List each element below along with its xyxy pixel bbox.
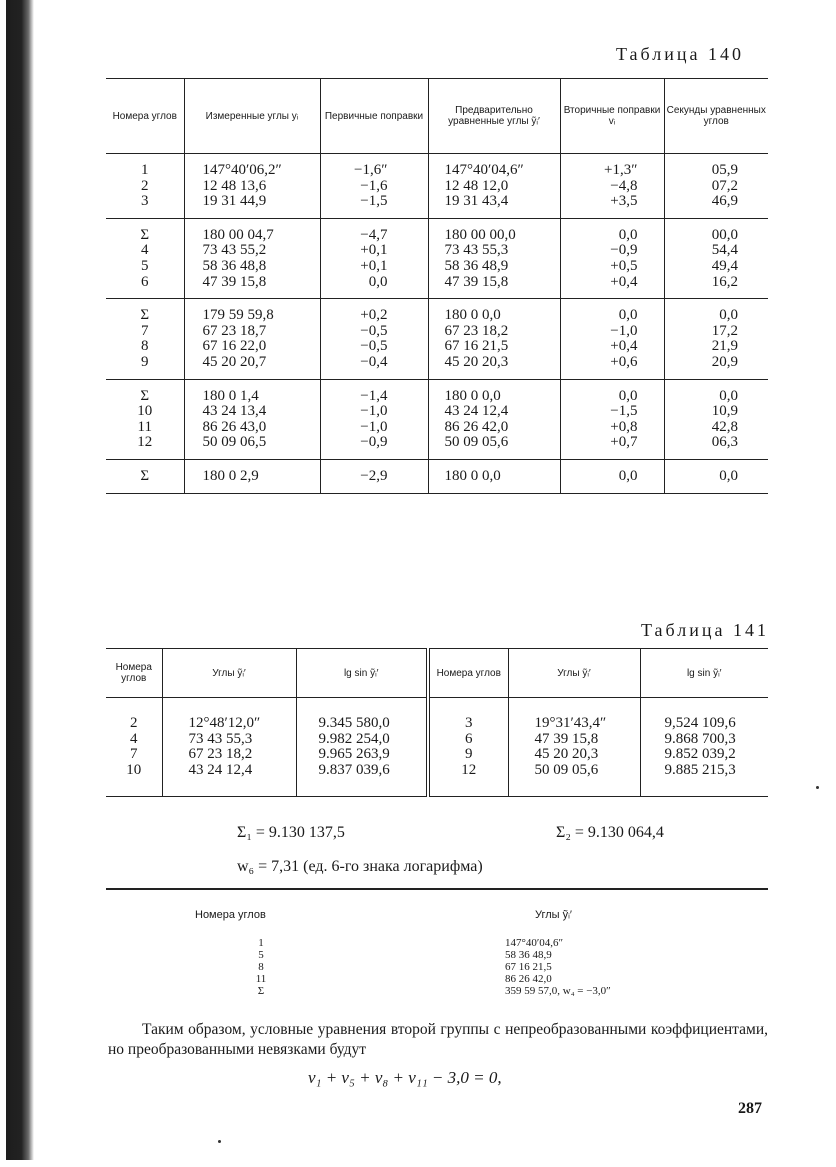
table-140-cell (428, 299, 560, 379)
table-141-value: 47 39 15,8 (534, 730, 599, 747)
table-140-value: 0,0 (719, 467, 738, 484)
table-140-value: 54,4 (711, 242, 738, 259)
table-140-value: 07,2 (711, 177, 738, 194)
table-141-value: 2 (130, 715, 138, 731)
table-140-value: 58 36 48,8 (202, 257, 267, 274)
table-140-value: 00,0 (711, 226, 738, 243)
table-140-cell (106, 459, 184, 493)
table-140-value: 180 00 04,7 (202, 226, 274, 243)
header-secondary-corrections: Вторичные поправки vᵢ (560, 79, 664, 154)
table-140-value: 12 (137, 434, 153, 451)
table-140-cell (560, 299, 664, 379)
table-140-value: 10 (137, 403, 153, 420)
table-140-value: 180 0 1,4 (202, 387, 259, 404)
table-141-value: 9.837 039,6 (318, 761, 390, 778)
table-140-value: 17,2 (711, 322, 738, 339)
table-140-cell (184, 299, 320, 379)
table-140-cell (664, 218, 768, 298)
page-number: 287 (738, 1100, 762, 1117)
table-141-value: 19°31′43,4″ (534, 715, 607, 731)
table-140-value: −1,0 (360, 403, 388, 420)
table-140-cell (106, 379, 184, 459)
table-140-header-row (106, 79, 768, 154)
table-140-value: −1,6 (360, 177, 388, 194)
table-140-value: −1,0 (610, 322, 638, 339)
table-140-value: Σ (140, 307, 150, 324)
small-table-angle-value: 86 26 42,0 (505, 973, 552, 985)
table-141-value: 50 09 05,6 (534, 761, 599, 778)
table-140-cell (320, 299, 428, 379)
table-140-value: 67 23 18,7 (202, 322, 267, 339)
paragraph: Таким образом, условные уравнения второй группы с непреобразованными коэффициентами, но преобразованными невязками будут (108, 1021, 768, 1058)
table-140-value: 67 16 21,5 (444, 338, 509, 355)
table-140-value: +0,2 (360, 307, 388, 324)
table-140-value: 0,0 (618, 307, 638, 324)
small-table-angle-number: 11 (255, 973, 267, 985)
table-140-value: 49,4 (711, 257, 738, 274)
table-140-cell (184, 379, 320, 459)
table-140-value: 2 (141, 177, 149, 194)
table-140-cell (664, 299, 768, 379)
table-140-value: 46,9 (711, 193, 738, 210)
table-141-row-block (106, 698, 768, 797)
table-140-cell (664, 379, 768, 459)
table-140-cell (106, 218, 184, 298)
table-140-group (106, 459, 768, 493)
table-140-cell (320, 154, 428, 219)
table-141-value: 3 (465, 715, 473, 731)
table-140-value: +0,4 (610, 338, 638, 355)
small-table-angle-number: Σ (257, 985, 265, 997)
table-140-value: +1,3″ (604, 162, 638, 178)
table-140-value: 7 (141, 322, 149, 339)
table-141-value: 9.982 254,0 (318, 730, 390, 747)
table-140-value: 73 43 55,2 (202, 242, 267, 259)
small-table-angle-value: 359 59 57,0, w₄ = −3,0″ (505, 985, 611, 997)
header-seconds: Секунды уравненных углов (664, 79, 768, 154)
table-140-value: −0,5 (360, 338, 388, 355)
table-140-value: 45 20 20,3 (444, 353, 509, 370)
table-140-value: 47 39 15,8 (444, 273, 509, 290)
table-140-value: 9 (141, 353, 149, 370)
table-140-cell (560, 379, 664, 459)
table-140-value: 50 09 05,6 (444, 434, 509, 451)
table-140-cell (320, 459, 428, 493)
table-140-value: 180 0 0,0 (444, 467, 501, 484)
small-table-angle-number: 8 (258, 961, 264, 973)
table-140-value: −0,5 (360, 322, 388, 339)
table-140-value: −4,7 (360, 226, 388, 243)
table-140-value: Σ (140, 387, 150, 404)
table-140-value: 42,8 (711, 418, 738, 435)
table-140-value: +0,4 (610, 273, 638, 290)
table-140-value: 21,9 (711, 338, 738, 355)
table-140-cell (560, 154, 664, 219)
table-140-value: 20,9 (711, 353, 738, 370)
table-141-value: 45 20 20,3 (534, 746, 599, 763)
table-140-value: 180 0 2,9 (202, 467, 259, 484)
table-140-value: 1 (141, 162, 149, 178)
table-140-value: −1,5 (610, 403, 638, 420)
table-141-value: 9.885 215,3 (664, 761, 736, 778)
table-140-cell (184, 154, 320, 219)
table-140-value: −0,9 (610, 242, 638, 259)
divider-line (106, 888, 768, 890)
table-141-value: 6 (465, 730, 473, 747)
table-140-value: +0,1 (360, 242, 388, 259)
table-140-value: +0,7 (610, 434, 638, 451)
table-140-cell (428, 154, 560, 219)
table-141-value: 7 (130, 746, 138, 763)
scan-edge (6, 0, 34, 1160)
table-141 (106, 648, 768, 799)
table-140-value: 0,0 (618, 226, 638, 243)
table-140-value: 4 (141, 242, 149, 259)
table-140-value: 16,2 (711, 273, 738, 290)
table-141-value: 67 23 18,2 (188, 746, 253, 763)
table-140-value: 180 0 0,0 (444, 387, 501, 404)
table-141-value: 9 (465, 746, 473, 763)
header-angles-left: Углы ỹᵢ′ (162, 649, 296, 698)
table-140-value: 180 0 0,0 (444, 307, 501, 324)
table-140-value: 67 16 22,0 (202, 338, 267, 355)
small-table-angle-value: 58 36 48,9 (505, 949, 552, 961)
table-140-value: 43 24 13,4 (202, 403, 267, 420)
header-measured-angles: Измеренные углы yᵢ (184, 79, 320, 154)
table-141-value: 9,524 109,6 (664, 715, 736, 731)
table-140-value: −1,5 (360, 193, 388, 210)
sum-1: Σ₁ = 9.130 137,5 (237, 824, 345, 841)
table-140-group (106, 218, 768, 298)
table-140-value: 11 (137, 418, 152, 435)
table-140-cell (320, 379, 428, 459)
small-table (195, 910, 655, 1010)
table-140-cell (560, 459, 664, 493)
small-table-angle-number: 5 (258, 949, 264, 961)
table-140-value: −2,9 (360, 467, 388, 484)
table-141-value: 43 24 12,4 (188, 761, 253, 778)
small-table-header-right: Углы ỹᵢ′ (535, 909, 572, 921)
small-table-angle-value: 67 16 21,5 (505, 961, 552, 973)
table-140-group (106, 379, 768, 459)
sum-2: Σ₂ = 9.130 064,4 (556, 824, 664, 841)
table-140-value: 147°40′06,2″ (202, 162, 282, 178)
table-140-caption: Таблица 140 (616, 44, 744, 64)
table-140-cell (664, 154, 768, 219)
table-140-value: 73 43 55,3 (444, 242, 509, 259)
table-141-cell (296, 698, 428, 797)
table-140-value: 47 39 15,8 (202, 273, 267, 290)
table-140-value: −1,0 (360, 418, 388, 435)
table-141-value: 12 (461, 761, 477, 778)
table-141-value: 9.965 263,9 (318, 746, 390, 763)
table-141-cell (428, 698, 508, 797)
table-140-value: +3,5 (610, 193, 638, 210)
table-140-value: 0,0 (719, 307, 738, 324)
table-140-cell (320, 218, 428, 298)
table-141-value: 73 43 55,3 (188, 730, 253, 747)
small-table-angle-number: 1 (258, 937, 264, 949)
table-140-cell (106, 154, 184, 219)
header-lg-sin-left: lg sin ỹᵢ′ (296, 649, 428, 698)
table-141-value: 9.852 039,2 (664, 746, 736, 763)
table-140-value: 58 36 48,9 (444, 257, 509, 274)
table-140-value: −0,4 (360, 353, 388, 370)
table-140-value: 6 (141, 273, 149, 290)
table-140-cell (106, 299, 184, 379)
small-table-header-left: Номера углов (195, 909, 266, 921)
table-140-value: Σ (140, 467, 150, 484)
table-140-value: 12 48 13,6 (202, 177, 267, 194)
table-140-value: +0,6 (610, 353, 638, 370)
table-141-value: 9.345 580,0 (318, 715, 390, 731)
table-140-cell (428, 379, 560, 459)
table-140-value: 180 00 00,0 (444, 226, 516, 243)
w6-line: w₆ = 7,31 (ед. 6-го знака логарифма) (237, 858, 483, 875)
table-140-value: 5 (141, 257, 149, 274)
table-140-value: +0,5 (610, 257, 638, 274)
table-140-value: 86 26 42,0 (444, 418, 509, 435)
table-141-cell (640, 698, 768, 797)
table-141-bottom-rule (106, 797, 768, 800)
table-140-value: 0,0 (618, 387, 638, 404)
table-140-value: 8 (141, 338, 149, 355)
table-141-value: 4 (130, 730, 138, 747)
table-140-cell (664, 459, 768, 493)
header-angle-number-left: Номера углов (106, 649, 162, 698)
table-140-value: 0,0 (719, 387, 738, 404)
table-140-value: 43 24 12,4 (444, 403, 509, 420)
table-141-value: 12°48′12,0″ (188, 715, 261, 731)
table-140-value: 06,3 (711, 434, 738, 451)
table-140-value: 19 31 44,9 (202, 193, 267, 210)
header-primary-corrections: Первичные поправки (320, 79, 428, 154)
table-140-value: 3 (141, 193, 149, 210)
table-140-value: 0,0 (618, 467, 638, 484)
table-140-value: Σ (140, 226, 150, 243)
speck-mark (816, 786, 819, 789)
table-141-cell (508, 698, 640, 797)
table-140-value: 147°40′04,6″ (444, 162, 524, 178)
table-140-value: 10,9 (711, 403, 738, 420)
small-table-angle-value: 147°40′04,6″ (505, 937, 564, 949)
table-140-cell (428, 218, 560, 298)
table-140-value: −1,4 (360, 387, 388, 404)
table-140-value: 179 59 59,8 (202, 307, 274, 324)
header-prelim-angles: Предварительно уравненные углы ỹᵢ′ (428, 79, 560, 154)
table-140-value: −0,9 (360, 434, 388, 451)
table-140-value: −4,8 (610, 177, 638, 194)
table-140-cell (184, 218, 320, 298)
table-141-cell (106, 698, 162, 797)
equation: v₁ + v₅ + v₈ + v₁₁ − 3,0 = 0, (308, 1068, 502, 1087)
header-angle-number-right: Номера углов (428, 649, 508, 698)
header-lg-sin-right: lg sin ỹᵢ′ (640, 649, 768, 698)
table-140 (106, 78, 768, 494)
table-140-cell (184, 459, 320, 493)
table-140-value: −1,6″ (354, 162, 388, 178)
table-140-group (106, 154, 768, 219)
table-140-value: +0,8 (610, 418, 638, 435)
table-141-cell (162, 698, 296, 797)
table-140-value: 67 23 18,2 (444, 322, 509, 339)
table-140-value: 0,0 (368, 273, 388, 290)
header-angles-right: Углы ỹᵢ′ (508, 649, 640, 698)
table-140-value: 45 20 20,7 (202, 353, 267, 370)
table-141-header-row (106, 649, 768, 698)
table-140-value: 86 26 43,0 (202, 418, 267, 435)
header-angle-number: Номера углов (106, 79, 184, 154)
table-141-value: 9.868 700,3 (664, 730, 736, 747)
table-141-value: 10 (126, 761, 142, 778)
table-140-cell (428, 459, 560, 493)
table-140-value: 12 48 12,0 (444, 177, 509, 194)
table-140-value: 50 09 06,5 (202, 434, 267, 451)
table-140-cell (560, 218, 664, 298)
table-141-caption: Таблица 141 (641, 620, 769, 640)
speck-mark-bottom (218, 1140, 221, 1143)
table-140-value: 19 31 43,4 (444, 193, 509, 210)
table-140-value: 05,9 (711, 162, 738, 178)
table-140-group (106, 299, 768, 379)
table-140-value: +0,1 (360, 257, 388, 274)
table-141-bottom-rule-cell (106, 797, 768, 800)
